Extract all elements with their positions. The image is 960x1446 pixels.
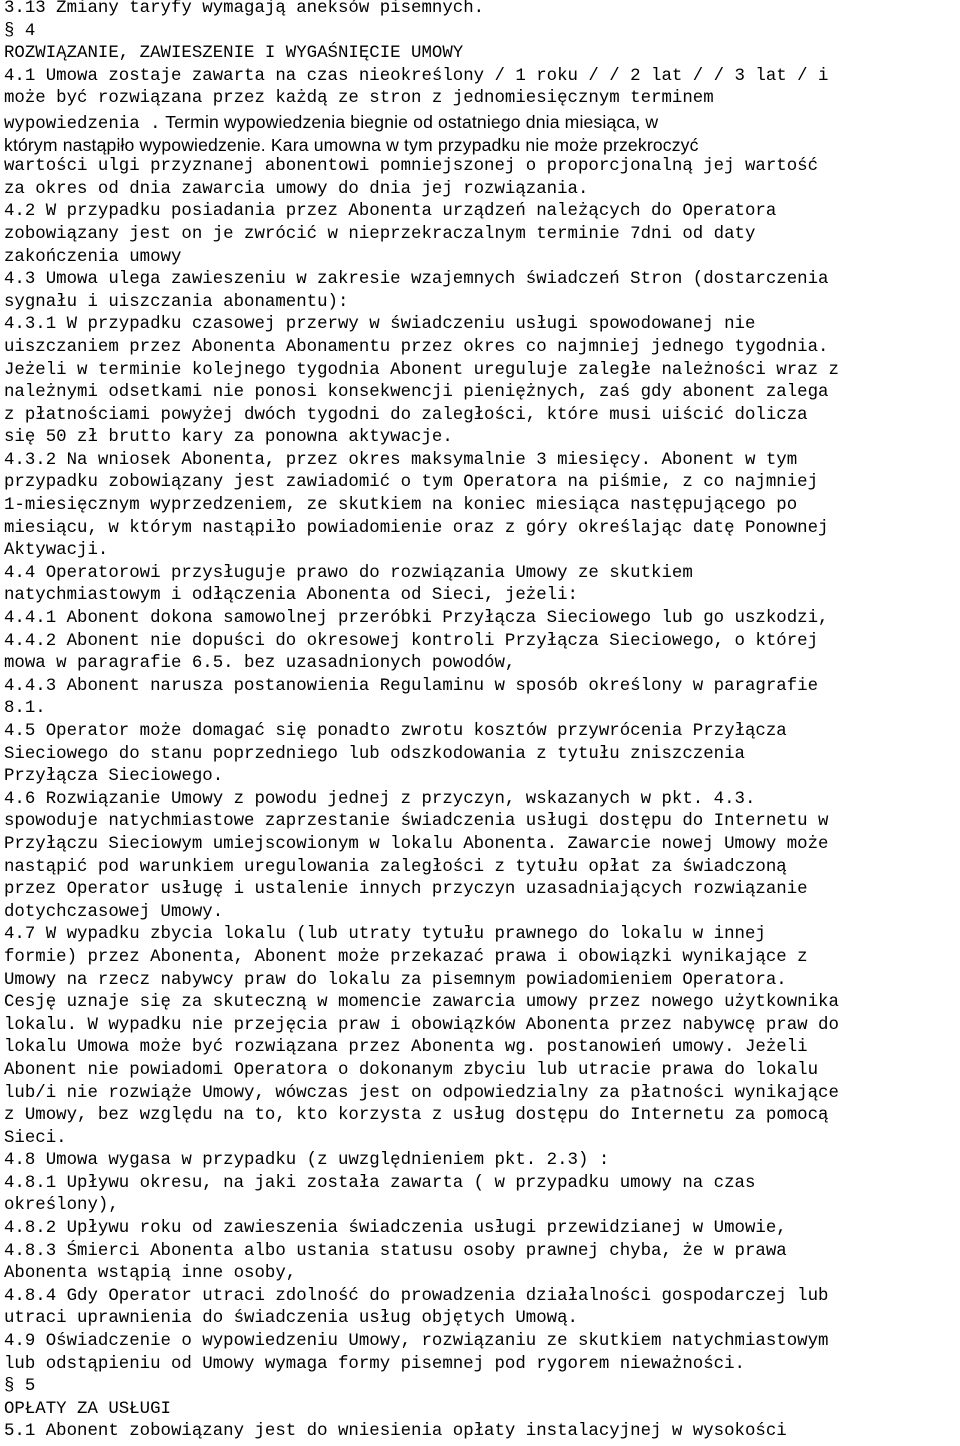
- text-line: lokalu Umowa może być rozwiązana przez Abonenta wg. postanowień umowy. Jeżeli: [4, 1038, 808, 1058]
- text-line: spowoduje natychmiastowe zaprzestanie świadczenia usługi dostępu do Internetu w: [4, 812, 829, 832]
- text-line: Abonenta wstąpią inne osoby,: [4, 1264, 297, 1284]
- document-page: [4, 0, 960, 1444]
- text-line: przez Operator usługę i ustalenie innych przyczyn uzasadniających rozwiązanie: [4, 880, 808, 900]
- text-line: 4.9 Oświadczenie o wypowiedzeniu Umowy, rozwiązaniu ze skutkiem natychmiastowym: [4, 1332, 829, 1352]
- text-line: Jeżeli w terminie kolejnego tygodnia Abonent ureguluje zaległe należności wraz z: [4, 360, 839, 380]
- text-segment: Kara umowna w tym przypadku nie może przekroczyć: [270, 134, 699, 155]
- text-line: należnymi odsetkami nie ponosi konsekwencji pieniężnych, zaś gdy abonent zalega: [4, 383, 829, 403]
- text-line: Sieci.: [4, 1128, 67, 1148]
- text-line: Aktywacji.: [4, 541, 109, 561]
- text-line: zakończenia umowy: [4, 247, 182, 267]
- section-heading: OPŁATY ZA USŁUGI: [4, 1399, 171, 1419]
- text-line: uiszczaniem przez Abonenta Abonamentu przez okres co najmniej jednego tygodnia.: [4, 337, 829, 357]
- text-line: 4.8.1 Upływu okresu, na jaki została zawarta ( w przypadku umowy na czas: [4, 1173, 756, 1193]
- text-line: sygnału i uiszczania abonamentu):: [4, 292, 349, 312]
- text-segment: Termin wypowiedzenia biegnie od ostatniego dnia miesiąca, w: [160, 111, 659, 132]
- text-line: 4.8 Umowa wygasa w przypadku (z uwzględnieniem pkt. 2.3) :: [4, 1151, 610, 1171]
- text-line: 8.1.: [4, 699, 46, 719]
- text-line: 4.3.1 W przypadku czasowej przerwy w świadczeniu usługi spowodowanej nie: [4, 315, 756, 335]
- text-line: miesiącu, w którym nastąpiło powiadomienie oraz z góry określając datę Ponownej: [4, 518, 829, 538]
- text-line: z Umowy, bez względu na to, kto korzysta z usług dostępu do Internetu za pomocą: [4, 1106, 829, 1126]
- text-line: [4, 111, 960, 134]
- text-line: mowa w paragrafie 6.5. bez uzasadnionych powodów,: [4, 654, 516, 674]
- text-line: Umowy na rzecz nabywcy praw do lokalu za pisemnym powiadomieniem Operatora.: [4, 970, 787, 990]
- text-line: 3.13 Zmiany taryfy wymagają aneksów pisemnych.: [4, 0, 485, 18]
- text-line: 4.8.3 Śmierci Abonenta albo ustania statusu osoby prawnej chyba, że w prawa: [4, 1241, 787, 1261]
- text-line: 4.8.2 Upływu roku od zawieszenia świadczenia usługi przewidzianej w Umowie,: [4, 1219, 787, 1239]
- text-line: 4.1 Umowa zostaje zawarta na czas nieokreślony / 1 roku / / 2 lat / / 3 lat / i: [4, 66, 829, 86]
- text-line: może być rozwiązana przez każdą ze stron z jednomiesięcznym terminem: [4, 89, 714, 109]
- text-line: formie) przez Abonenta, Abonent może przekazać prawa i obowiązki wynikające z: [4, 947, 808, 967]
- text-line: 4.6 Rozwiązanie Umowy z powodu jednej z przyczyn, wskazanych w pkt. 4.3.: [4, 789, 756, 809]
- text-line: 4.7 W wypadku zbycia lokalu (lub utraty tytułu prawnego do lokalu w innej: [4, 925, 766, 945]
- text-line: nastąpić pod warunkiem uregulowania zaległości z tytułu opłat za świadczoną: [4, 857, 787, 877]
- text-line: 4.4.3 Abonent narusza postanowienia Regulaminu w sposób określony w paragrafie: [4, 676, 819, 696]
- text-line: utraci uprawnienia do świadczenia usług objętych Umową.: [4, 1309, 578, 1329]
- text-line: 4.3.2 Na wniosek Abonenta, przez okres maksymalnie 3 miesięcy. Abonent w tym: [4, 450, 798, 470]
- text-line: Przyłącza Sieciowego.: [4, 767, 224, 787]
- text-line: natychmiastowym i odłączenia Abonenta od Sieci, jeżeli:: [4, 586, 578, 606]
- text-line: zobowiązany jest on je zwrócić w nieprzekraczalnym terminie 7dni od daty: [4, 224, 756, 244]
- text-line: 4.2 W przypadku posiadania przez Abonenta urządzeń należących do Operatora: [4, 202, 777, 222]
- section-heading: ROZWIĄZANIE, ZAWIESZENIE I WYGAŚNIĘCIE UMOWY: [4, 44, 464, 64]
- text-line: lub/i nie rozwiąże Umowy, wówczas jest on odpowiedzialny za płatności wynikające: [4, 1083, 839, 1103]
- text-segment: wypowiedzenia .: [4, 114, 161, 134]
- text-line: za okres od dnia zawarcia umowy do dnia jej rozwiązania.: [4, 179, 589, 199]
- text-line: lokalu. W wypadku nie przejęcia praw i obowiązków Abonenta przez nabywcę praw do: [4, 1015, 839, 1035]
- text-segment: którym nastąpiło wypowiedzenie.: [4, 134, 266, 155]
- text-line: Cesję uznaje się za skuteczną w momencie zawarcia umowy przez nowego użytkownika: [4, 993, 839, 1013]
- text-line: [4, 134, 960, 157]
- text-line: 4.4.1 Abonent dokona samowolnej przeróbki Przyłącza Sieciowego lub go uszkodzi,: [4, 609, 829, 629]
- section-marker: § 4: [4, 21, 36, 41]
- text-line: Sieciowego do stanu poprzedniego lub odszkodowania z tytułu zniszczenia: [4, 744, 745, 764]
- text-line: 4.5 Operator może domagać się ponadto zwrotu kosztów przywrócenia Przyłącza: [4, 722, 787, 741]
- text-line: się 50 zł brutto kary za ponowna aktywacje.: [4, 428, 453, 448]
- text-line: 4.8.4 Gdy Operator utraci zdolność do prowadzenia działalności gospodarczej lub: [4, 1286, 829, 1306]
- text-line: Przyłączu Sieciowym umiejscowionym w lokalu Abonenta. Zawarcie nowej Umowy może: [4, 834, 829, 854]
- text-line: 4.4.2 Abonent nie dopuści do okresowej kontroli Przyłącza Sieciowego, o której: [4, 631, 819, 651]
- text-line: 5.1 Abonent zobowiązany jest do wniesienia opłaty instalacyjnej w wysokości: [4, 1422, 787, 1442]
- text-line: 4.3 Umowa ulega zawieszeniu w zakresie wzajemnych świadczeń Stron (dostarczenia: [4, 270, 829, 290]
- text-line: przypadku zobowiązany jest zawiadomić o tym Operatora na piśmie, z co najmniej: [4, 473, 819, 493]
- text-line: lub odstąpieniu od Umowy wymaga formy pisemnej pod rygorem nieważności.: [4, 1354, 745, 1374]
- text-line: dotychczasowej Umowy.: [4, 902, 224, 922]
- section-marker: § 5: [4, 1377, 36, 1397]
- text-line: 4.4 Operatorowi przysługuje prawo do rozwiązania Umowy ze skutkiem: [4, 563, 693, 583]
- text-line: Abonent nie powiadomi Operatora o dokonanym zbyciu lub utracie prawa do lokalu: [4, 1060, 819, 1080]
- text-line: wartości ulgi przyznanej abonentowi pomniejszonej o proporcjonalną jej wartość: [4, 157, 819, 177]
- text-line: określony),: [4, 1196, 119, 1216]
- text-line: z płatnościami powyżej dwóch tygodni do zaległości, które musi uiścić dolicza: [4, 405, 808, 425]
- text-line: 1-miesięcznym wyprzedzeniem, ze skutkiem na koniec miesiąca następującego po: [4, 496, 798, 516]
